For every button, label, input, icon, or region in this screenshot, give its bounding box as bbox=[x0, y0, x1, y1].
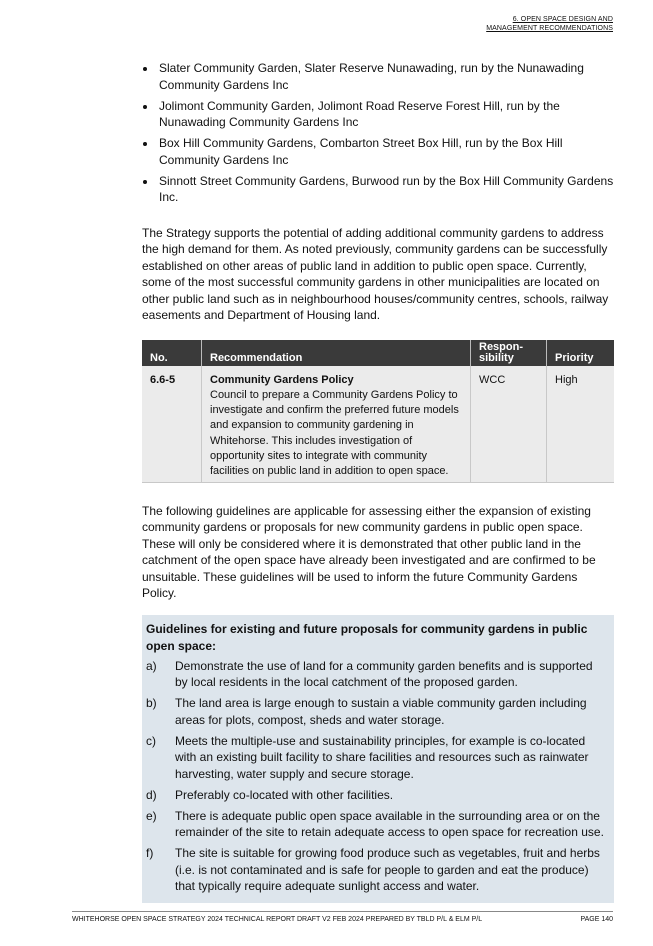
header-responsibility: Respon- sibility bbox=[471, 340, 547, 366]
table-row bbox=[142, 366, 614, 483]
priority-cell: High bbox=[547, 366, 615, 483]
item-text: Demonstrate the use of land for a community garden benefits and is supported by local residents in the local catchment of the proposed garden. bbox=[175, 658, 593, 690]
item-label: a) bbox=[146, 658, 157, 673]
guidelines-box bbox=[142, 615, 614, 904]
item-text: The land area is large enough to sustain a viable community garden including areas for plots, compost, sheds and water storage. bbox=[175, 696, 587, 727]
footer-report-info: WHITEHORSE OPEN SPACE STRATEGY 2024 TECHNICAL REPORT DRAFT V2 FEB 2024 PREPARED BY TBLD P/L & ELM P/L bbox=[72, 916, 483, 923]
item-text: There is adequate public open space available in the surrounding area or on the remainder of the site to retain adequate access to open space for recreation use. bbox=[175, 808, 604, 840]
list-item bbox=[146, 658, 608, 691]
list-item: Slater Community Garden, Slater Reserve Nunawading, run by the Nunawading Community Gardens Inc bbox=[142, 60, 614, 93]
recommendation-title: Community Gardens Policy bbox=[210, 373, 354, 386]
item-text: Meets the multiple-use and sustainability principles, for example is co-located with an existing built facility to share facilities and resources such as rainwater harvesting, water supply and secure storage. bbox=[175, 733, 589, 781]
item-label: c) bbox=[146, 733, 156, 748]
community-gardens-list bbox=[142, 60, 614, 206]
page-number: PAGE 140 bbox=[580, 916, 613, 923]
list-item bbox=[146, 845, 608, 895]
item-label: f) bbox=[146, 846, 154, 861]
item-label: d) bbox=[146, 787, 157, 802]
item-text: The site is suitable for growing food produce such as vegetables, fruit and herbs (i.e. is not contaminated and is safe for people to garden and eat the produce) that typically require adequate sunlight access and water. bbox=[175, 846, 600, 894]
item-label: b) bbox=[146, 696, 157, 711]
header-recommendation: Recommendation bbox=[202, 340, 471, 366]
page-content bbox=[142, 60, 614, 903]
page-footer bbox=[72, 911, 613, 923]
strategy-paragraph: The Strategy supports the potential of adding additional community gardens to address the high demand for them. As noted previously, community gardens can be successfully established on other areas of public land in addition to public open space. Currently, some of the most successful community gardens in other municipalities are located on other public land such as in neighbourhood houses/community centres, schools, railway easements and Department of Housing land. bbox=[142, 225, 609, 322]
recommendation-cell bbox=[202, 366, 471, 483]
list-item bbox=[146, 787, 608, 804]
table-header-row bbox=[142, 340, 614, 366]
list-item: Sinnott Street Community Gardens, Burwood run by the Box Hill Community Gardens Inc. bbox=[142, 173, 614, 206]
guidelines-title: Guidelines for existing and future proposals for community gardens in public open space: bbox=[146, 621, 588, 653]
item-label: e) bbox=[146, 808, 157, 823]
recommendation-text: Council to prepare a Community Gardens Policy to investigate and confirm the preferred future models and expansion to community gardening in Whitehorse. This includes investigation of opportunity sites to integrate with community facilities on public land in addition to open space. bbox=[210, 388, 459, 478]
list-item bbox=[146, 695, 608, 728]
list-item bbox=[146, 808, 608, 841]
guidelines-list bbox=[146, 658, 608, 895]
item-text: Preferably co-located with other facilities. bbox=[175, 787, 394, 802]
responsibility-cell: WCC bbox=[471, 366, 547, 483]
running-header bbox=[486, 15, 613, 33]
list-item: Jolimont Community Garden, Jolimont Road Reserve Forest Hill, run by the Nunawading Community Gardens Inc bbox=[142, 98, 614, 131]
list-item bbox=[146, 733, 608, 783]
header-priority: Priority bbox=[547, 340, 615, 366]
header-no: No. bbox=[142, 340, 202, 366]
recommendation-table bbox=[142, 340, 614, 483]
guidelines-intro-paragraph: The following guidelines are applicable for assessing either the expansion of existing community gardens or proposals for new community gardens in public open space. These will only be considered where it is demonstrated that other public land in the catchment of the open space have already been investigated and are confirmed to be unsuitable. These guidelines will be used to inform the future Community Gardens Policy. bbox=[142, 503, 596, 601]
recommendation-number: 6.6-5 bbox=[142, 366, 202, 483]
header-line-2: MANAGEMENT RECOMMENDATIONS bbox=[486, 25, 613, 32]
list-item: Box Hill Community Gardens, Combarton Street Box Hill, run by the Box Hill Community Gardens Inc bbox=[142, 135, 614, 168]
header-line-1: 6. OPEN SPACE DESIGN AND bbox=[512, 16, 613, 23]
